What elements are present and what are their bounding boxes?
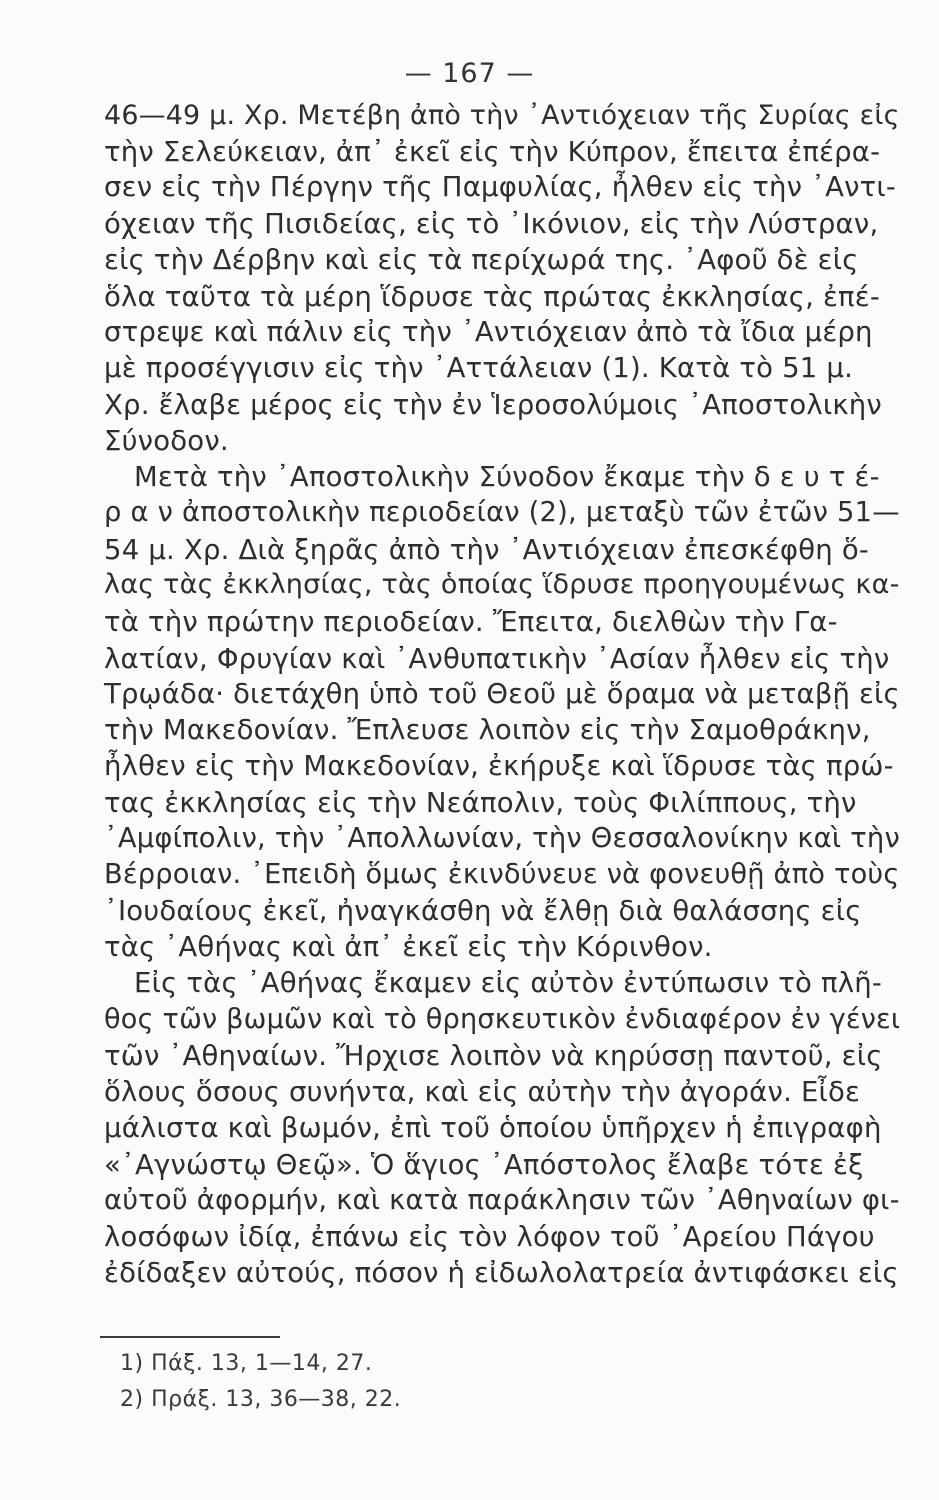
text-line: Σύνοδον. [104, 425, 229, 457]
text-line: ὅλα ταῦτα τὰ μέρη ἵδρυσε τὰς πρώτας ἐκκλησίας, ἐπέ- [104, 281, 880, 313]
text-line: «᾿Αγνώστῳ Θεῷ». Ὁ ἅγιος ᾿Απόστολος ἔλαβε τότε ἐξ [104, 1149, 864, 1181]
text-line: 46—49 μ. Χρ. Μετέβη ἀπὸ τὴν ᾿Αντιόχειαν τῆς Συρίας εἰς [104, 100, 900, 131]
footnote: 2) Πράξ. 13, 36—38, 22. [120, 1387, 402, 1412]
text-line: μάλιστα καὶ βωμόν, ἐπὶ τοῦ ὁποίου ὑπῆρχεν ἡ ἐπιγραφὴ [104, 1112, 882, 1144]
text-line: μὲ προσέγγισιν εἰς τὴν ᾿Αττάλειαν (1). Κατὰ τὸ 51 μ. [104, 352, 854, 384]
text-line: ἐδίδαξεν αὐτούς, πόσον ἡ εἰδωλολατρεία ἀντιφάσκει εἰς [104, 1257, 899, 1289]
text-line: Μετὰ τὴν ᾿Αποστολικὴν Σύνοδον ἔκαμε τὴν δ ε υ τ έ- [134, 461, 880, 493]
text-line: στρεψε καὶ πάλιν εἰς τὴν ᾿Αντιόχειαν ἀπὸ τὰ ἴδια μέρη [104, 316, 873, 348]
text-line: ἦλθεν εἰς τὴν Μακεδονίαν, ἐκήρυξε καὶ ἵδρυσε τὰς πρώ- [104, 750, 894, 782]
text-line: θος τῶν βωμῶν καὶ τὸ θρησκευτικὸν ἐνδιαφέρον ἐν γένει [104, 1004, 901, 1035]
text-line: εἰς τὴν Δέρβην καὶ εἰς τὰ περίχωρά της. ᾿Αφοῦ δὲ εἰς [104, 244, 859, 276]
text-line: τὴν Μακεδονίαν. Ἔπλευσε λοιπὸν εἰς τὴν Σαμοθράκην, [104, 714, 871, 746]
text-line: τὰ τὴν πρώτην περιοδείαν. Ἔπειτα, διελθὼν τὴν Γα- [104, 606, 838, 638]
text-line: Τρῳάδα· διετάχθη ὑπὸ τοῦ Θεοῦ μὲ ὅραμα νὰ μεταβῇ εἰς [104, 679, 900, 710]
text-line: σεν εἰς τὴν Πέργην τῆς Παμφυλίας, ἦλθεν εἰς τὴν ᾿Αντι- [104, 171, 897, 203]
text-line: όχειαν τῆς Πισιδείας, εἰς τὸ ᾿Ικόνιον, εἰς τὴν Λύστραν, [104, 208, 879, 240]
text-line: λας τὰς ἐκκλησίας, τὰς ὁποίας ἵδρυσε προηγουμένως κα- [104, 569, 900, 600]
text-line: ρ α ν ἀποστολικὴν περιοδείαν (2), μεταξὺ τῶν ἐτῶν 51— [104, 497, 900, 528]
text-line: αὐτοῦ ἀφορμήν, καὶ κατὰ παράκλησιν τῶν ᾿Αθηναίων φι- [104, 1185, 900, 1216]
text-line: 54 μ. Χρ. Διὰ ξηρᾶς ἀπὸ τὴν ᾿Αντιόχειαν ἐπεσκέφθη ὅ- [104, 534, 870, 566]
text-line: τας ἐκκλησίας εἰς τὴν Νεάπολιν, τοὺς Φιλίππους, τὴν [104, 787, 857, 819]
text-line: Εἰς τὰς ᾿Αθήνας ἔκαμεν εἰς αὐτὸν ἐντύπωσιν τὸ πλῆ- [134, 967, 882, 999]
text-line: τὴν Σελεύκειαν, ἀπ᾿ ἐκεῖ εἰς τὴν Κύπρον, ἔπειτα ἐπέρα- [104, 136, 881, 168]
text-line: τὰς ᾿Αθήνας καὶ ἀπ᾿ ἐκεῖ εἰς τὴν Κόρινθον. [104, 931, 713, 963]
footnote-divider [100, 1336, 280, 1338]
page-number: — 167 — [404, 58, 535, 89]
text-line: λοσόφων ἰδίᾳ, ἐπάνω εἰς τὸν λόφον τοῦ ᾿Αρείου Πάγου [104, 1221, 875, 1253]
text-line: τῶν ᾿Αθηναίων. Ἤρχισε λοιπὸν νὰ κηρύσσῃ παντοῦ, εἰς [104, 1040, 883, 1072]
text-line: ὅλους ὅσους συνήντα, καὶ εἰς αὐτὴν τὴν ἀγοράν. Εἶδε [104, 1076, 861, 1108]
footnote: 1) Πάξ. 13, 1—14, 27. [120, 1351, 373, 1376]
text-line: Χρ. ἔλαβε μέρος εἰς τὴν ἐν Ἱεροσολύμοις ᾿Αποστολικὴν [104, 389, 882, 421]
text-line: ᾿Αμφίπολιν, τὴν ᾿Απολλωνίαν, τὴν Θεσσαλονίκην καὶ τὴν [104, 823, 900, 854]
text-line: λατίαν, Φρυγίαν καὶ ᾿Ανθυπατικὴν ᾿Ασίαν ἦλθεν εἰς τὴν [104, 643, 890, 675]
text-line: Βέρροιαν. ᾿Επειδὴ ὅμως ἐκινδύνευε νὰ φονευθῇ ἀπὸ τοὺς [104, 859, 900, 890]
text-line: ᾿Ιουδαίους ἐκεῖ, ἠναγκάσθη νὰ ἔλθῃ διὰ θαλάσσης εἰς [104, 895, 862, 927]
